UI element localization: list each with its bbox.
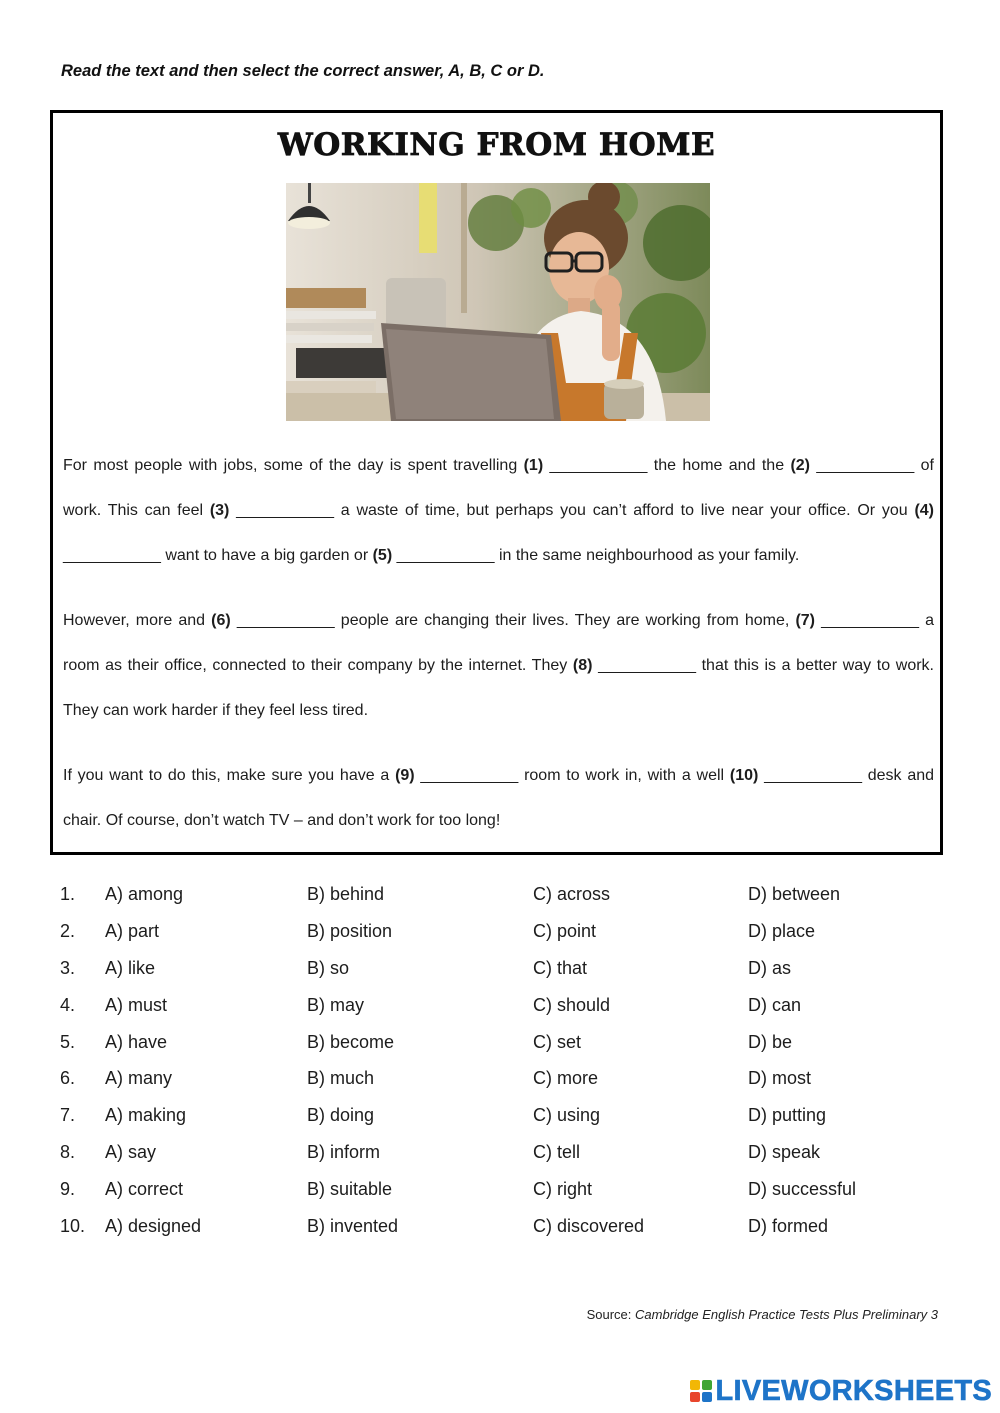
- option-b[interactable]: B) doing: [307, 1105, 375, 1126]
- option-b[interactable]: B) suitable: [307, 1179, 393, 1200]
- option-a[interactable]: A) have: [105, 1031, 168, 1052]
- paragraph-text: in the same neighbourhood as your family.: [494, 547, 800, 564]
- question-number: 4.: [60, 994, 76, 1015]
- gap-blank-7[interactable]: ___________: [821, 612, 920, 629]
- liveworksheets-brand[interactable]: [690, 1373, 993, 1409]
- gap-number-6: (6): [211, 612, 231, 629]
- gap-number-9: (9): [395, 767, 415, 784]
- paragraph-text: a room as their office, connected to their company by the internet. They: [63, 612, 935, 674]
- option-b[interactable]: B) may: [307, 994, 365, 1015]
- option-b[interactable]: B) much: [307, 1068, 375, 1089]
- option-a[interactable]: A) say: [105, 1142, 157, 1163]
- question-number: 5.: [60, 1031, 76, 1052]
- option-b[interactable]: B) invented: [307, 1216, 399, 1237]
- paragraph-text: people are changing their lives. They are working from home,: [334, 612, 796, 629]
- gap-blank-9[interactable]: ___________: [420, 767, 519, 784]
- text-title: WORKING FROM HOME: [277, 127, 716, 163]
- option-b[interactable]: B) so: [307, 957, 350, 978]
- option-c[interactable]: C) set: [533, 1031, 582, 1052]
- question-number: 1.: [60, 884, 76, 904]
- option-c[interactable]: C) right: [533, 1179, 593, 1200]
- gap-blank-4[interactable]: ___________: [63, 547, 161, 564]
- source-title: Cambridge English Practice Tests Plus Preliminary 3: [635, 1307, 938, 1322]
- option-c[interactable]: C) using: [533, 1105, 601, 1126]
- paragraph-text: a waste of time, but perhaps you can’t afford to live near your office. Or you: [334, 502, 915, 519]
- gap-blank-6[interactable]: ___________: [236, 612, 335, 629]
- paragraph-text: If you want to do this, make sure you have a: [63, 767, 396, 784]
- question-row: [60, 995, 940, 1032]
- question-number: 9.: [60, 1179, 76, 1200]
- option-a[interactable]: A) correct: [105, 1179, 184, 1200]
- paragraph-text: desk and chair. Of course, don’t watch TV – and don’t work for too long!: [63, 767, 935, 829]
- question-number: 6.: [60, 1068, 76, 1089]
- option-d[interactable]: D) successful: [748, 1179, 857, 1200]
- question-row: [60, 1032, 940, 1069]
- question-number: 3.: [60, 957, 76, 978]
- liveworksheets-logo-icon: [690, 1380, 712, 1402]
- paragraph-3: [63, 753, 934, 843]
- option-d[interactable]: D) as: [748, 957, 792, 978]
- option-c[interactable]: C) discovered: [533, 1216, 645, 1237]
- gap-number-7: (7): [795, 612, 816, 629]
- gap-number-4: (4): [914, 502, 934, 519]
- paragraph-text: However, more and: [63, 612, 212, 629]
- woman-at-laptop-photo: [286, 183, 710, 421]
- gap-blank-5[interactable]: ___________: [396, 547, 495, 564]
- option-d[interactable]: D) putting: [748, 1105, 827, 1126]
- paragraph-text: room to work in, with a well: [518, 767, 730, 784]
- paragraph-text: that this is a better way to work. They can work harder if they feel less tired.: [63, 657, 934, 719]
- question-row: [60, 884, 940, 921]
- option-c[interactable]: C) that: [533, 957, 588, 978]
- question-number: 7.: [60, 1105, 76, 1126]
- question-row: [60, 1179, 940, 1216]
- option-d[interactable]: D) be: [748, 1031, 793, 1052]
- paragraph-text: want to have a big garden or: [160, 547, 373, 564]
- option-a[interactable]: A) among: [105, 884, 184, 904]
- source-citation: [587, 1307, 938, 1322]
- option-b[interactable]: B) inform: [307, 1142, 381, 1163]
- gap-number-10: (10): [729, 767, 759, 784]
- option-c[interactable]: C) more: [533, 1068, 599, 1089]
- option-a[interactable]: A) making: [105, 1105, 187, 1126]
- gap-number-5: (5): [372, 547, 393, 564]
- gap-number-1: (1): [523, 457, 544, 474]
- option-d[interactable]: D) between: [748, 884, 841, 904]
- question-number: 2.: [60, 920, 76, 941]
- option-a[interactable]: A) designed: [105, 1216, 202, 1237]
- option-d[interactable]: D) most: [748, 1068, 811, 1089]
- brand-name: LIVEWORKSHEETS: [715, 1374, 992, 1407]
- answer-options-list: [60, 884, 940, 1253]
- question-row: [60, 958, 940, 995]
- option-c[interactable]: C) tell: [533, 1142, 581, 1163]
- option-d[interactable]: D) formed: [748, 1216, 829, 1237]
- source-label: Source:: [586, 1307, 636, 1322]
- gap-number-3: (3): [209, 502, 230, 519]
- option-b[interactable]: B) become: [307, 1031, 395, 1052]
- question-row: [60, 1216, 940, 1253]
- option-d[interactable]: D) speak: [748, 1142, 821, 1163]
- option-c[interactable]: C) across: [533, 884, 611, 904]
- option-d[interactable]: D) place: [748, 920, 816, 941]
- question-number: 10.: [60, 1216, 86, 1237]
- reading-text-box: [50, 110, 943, 855]
- instruction-text: Read the text and then select the correct answer, A, B, C or D.: [61, 62, 545, 80]
- gap-blank-1[interactable]: ___________: [549, 457, 648, 474]
- paragraph-1: [63, 443, 934, 578]
- paragraph-2: [63, 598, 934, 733]
- question-row: [60, 921, 940, 958]
- option-a[interactable]: A) like: [105, 957, 156, 978]
- option-b[interactable]: B) behind: [307, 884, 385, 904]
- option-c[interactable]: C) point: [533, 920, 597, 941]
- gap-number-2: (2): [790, 457, 811, 474]
- gap-number-8: (8): [572, 657, 593, 674]
- option-d[interactable]: D) can: [748, 994, 802, 1015]
- paragraph-text: of work. This can feel: [63, 457, 934, 519]
- option-a[interactable]: A) part: [105, 920, 160, 941]
- option-c[interactable]: C) should: [533, 994, 611, 1015]
- option-b[interactable]: B) position: [307, 920, 393, 941]
- question-number: 8.: [60, 1142, 76, 1163]
- gap-blank-8[interactable]: ___________: [598, 657, 696, 674]
- gap-blank-3[interactable]: ___________: [236, 502, 335, 519]
- question-row: [60, 1105, 940, 1142]
- paragraph-text: For most people with jobs, some of the day is spent travelling: [63, 457, 524, 474]
- question-row: [60, 1142, 940, 1179]
- gap-blank-2[interactable]: ___________: [816, 457, 915, 474]
- gap-blank-10[interactable]: ___________: [764, 767, 862, 784]
- question-row: [60, 1068, 940, 1105]
- option-a[interactable]: A) must: [105, 994, 168, 1015]
- option-a[interactable]: A) many: [105, 1068, 173, 1089]
- paragraph-text: the home and the: [647, 457, 791, 474]
